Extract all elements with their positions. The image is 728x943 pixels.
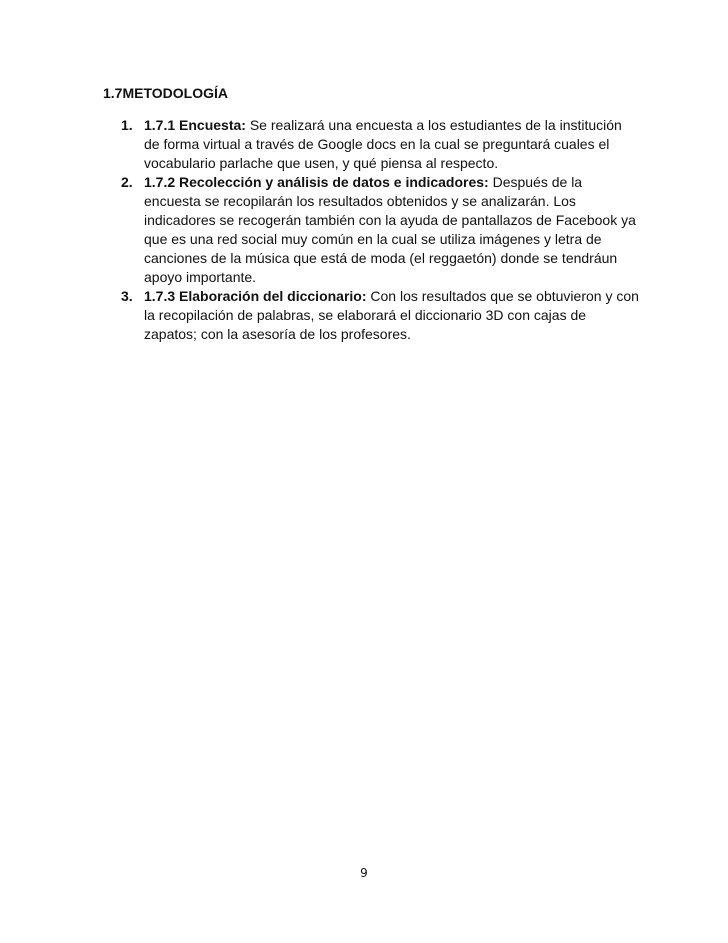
list-item-title: 1.7.1 Encuesta: xyxy=(144,117,246,133)
page-number: 9 xyxy=(360,866,368,880)
list-item-recoleccion xyxy=(121,173,641,287)
list-item-text: Con los resultados que se obtuvieron y con la recopilación de palabras, se elaborará el diccionario 3D con cajas de zapatos; con la asesoría de los profesores. xyxy=(144,288,639,342)
list-item-encuesta xyxy=(121,116,641,173)
section-heading: 1.7METODOLOGÍA xyxy=(103,85,228,101)
methodology-list xyxy=(121,116,641,344)
list-item-number: 3. xyxy=(121,288,133,304)
list-item-text: Se realizará una encuesta a los estudiantes de la institución de forma virtual a través de Google docs en la cual se preguntará cuales el vocabulario parlache que usen, y qué piensa al respecto. xyxy=(144,117,622,171)
list-item-title: 1.7.3 Elaboración del diccionario: xyxy=(144,288,367,304)
list-item-title: 1.7.2 Recolección y análisis de datos e indicadores: xyxy=(144,174,489,190)
list-item-number: 2. xyxy=(121,174,133,190)
list-item-elaboracion xyxy=(121,287,641,344)
list-item-text: Después de la encuesta se recopilarán los resultados obtenidos y se analizarán. Los indicadores se recogerán también con la ayuda de pantallazos de Facebook ya que es una red social muy común en la cual se utiliza imágenes y letra de canciones de la música que está de moda (el reggaetón) donde se tendráun apoyo importante. xyxy=(144,174,636,285)
list-item-number: 1. xyxy=(121,117,133,133)
